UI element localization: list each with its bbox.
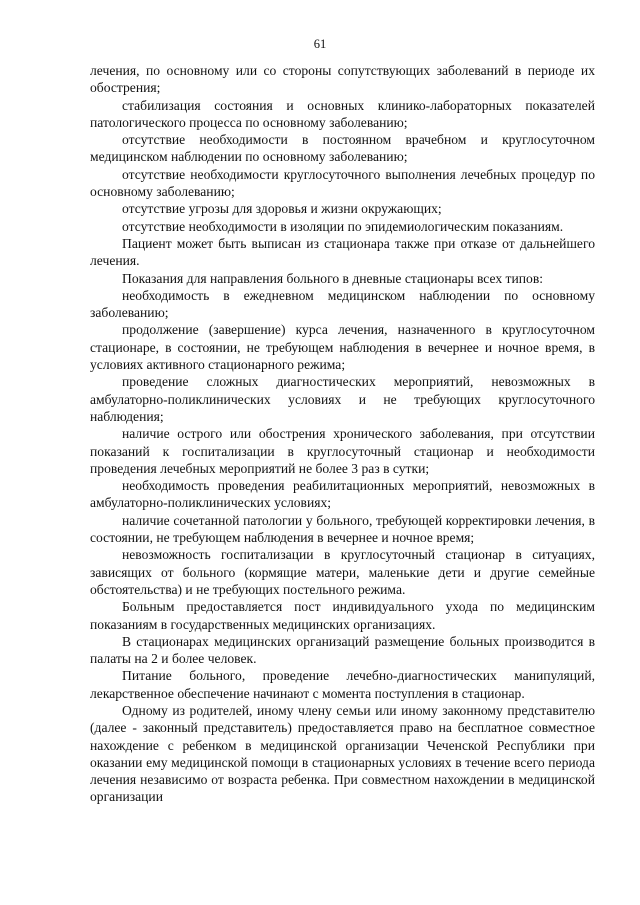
- paragraph: Пациент может быть выписан из стационара также при отказе от дальнейшего лечения.: [90, 235, 595, 269]
- paragraph: невозможность госпитализации в круглосуточный стационар в ситуациях, зависящих от больного (кормящие матери, маленькие дети и другие семейные обстоятельства) и не требующих постельного режима.: [90, 547, 595, 597]
- paragraph: Больным предоставляется пост индивидуального ухода по медицинским показаниям в государственных медицинских организациях.: [90, 599, 595, 632]
- paragraph: Одному из родителей, иному члену семьи или иному законному представителю (далее - законный представитель) предоставляется право на бесплатное совместное нахождение с ребенком в медицинской организации Чеченской Республики при оказании ему медицинской помощи в стационарных условиях в течение всего периода лечения независимо от возраста ребенка. При совместном нахождении в медицинской организации: [90, 702, 595, 805]
- paragraph: наличие сочетанной патологии у больного, требующей корректировки лечения, в состоянии, не требующем наблюдения в вечернее и ночное время;: [90, 512, 595, 546]
- paragraph: продолжение (завершение) курса лечения, назначенного в круглосуточном стационаре, в состоянии, не требующем наблюдения в вечернее и ночное время, в условиях активного стационарного режима;: [90, 322, 595, 373]
- paragraph: В стационарах медицинских организаций размещение больных производится в палаты на 2 и более человек.: [90, 633, 595, 667]
- paragraph: Показания для направления больного в дневные стационары всех типов:: [122, 270, 544, 286]
- paragraph: отсутствие необходимости в изоляции по эпидемиологическим показаниям.: [122, 218, 564, 234]
- paragraph: отсутствие необходимости в постоянном врачебном и круглосуточном медицинском наблюдении по основному заболеванию;: [90, 132, 595, 165]
- document-body: [90, 62, 595, 806]
- page-number: 61: [313, 37, 327, 51]
- paragraph: проведение сложных диагностических мероприятий, невозможных в амбулаторно-поликлинических условиях и не требующих круглосуточного наблюдения;: [90, 374, 595, 424]
- paragraph: лечения, по основному или со стороны сопутствующих заболеваний в периоде их обострения;: [90, 63, 595, 96]
- paragraph: отсутствие угрозы для здоровья и жизни окружающих;: [122, 201, 442, 217]
- paragraph: наличие острого или обострения хронического заболевания, при отсутствии показаний к госпитализации в круглосуточный стационар и необходимости проведения лечебных мероприятий не более 3 раз в сутки;: [90, 426, 595, 476]
- paragraph: Питание больного, проведение лечебно-диагностических манипуляций, лекарственное обеспечение начинают с момента поступления в стационар.: [90, 668, 595, 701]
- paragraph: отсутствие необходимости круглосуточного выполнения лечебных процедур по основному заболеванию;: [90, 166, 595, 200]
- paragraph: стабилизация состояния и основных клинико-лабораторных показателей патологического процесса по основному заболеванию;: [90, 97, 595, 130]
- paragraph: необходимость проведения реабилитационных мероприятий, невозможных в амбулаторно-поликлинических условиях;: [90, 478, 595, 511]
- paragraph: необходимость в ежедневном медицинском наблюдении по основному заболеванию;: [90, 287, 595, 321]
